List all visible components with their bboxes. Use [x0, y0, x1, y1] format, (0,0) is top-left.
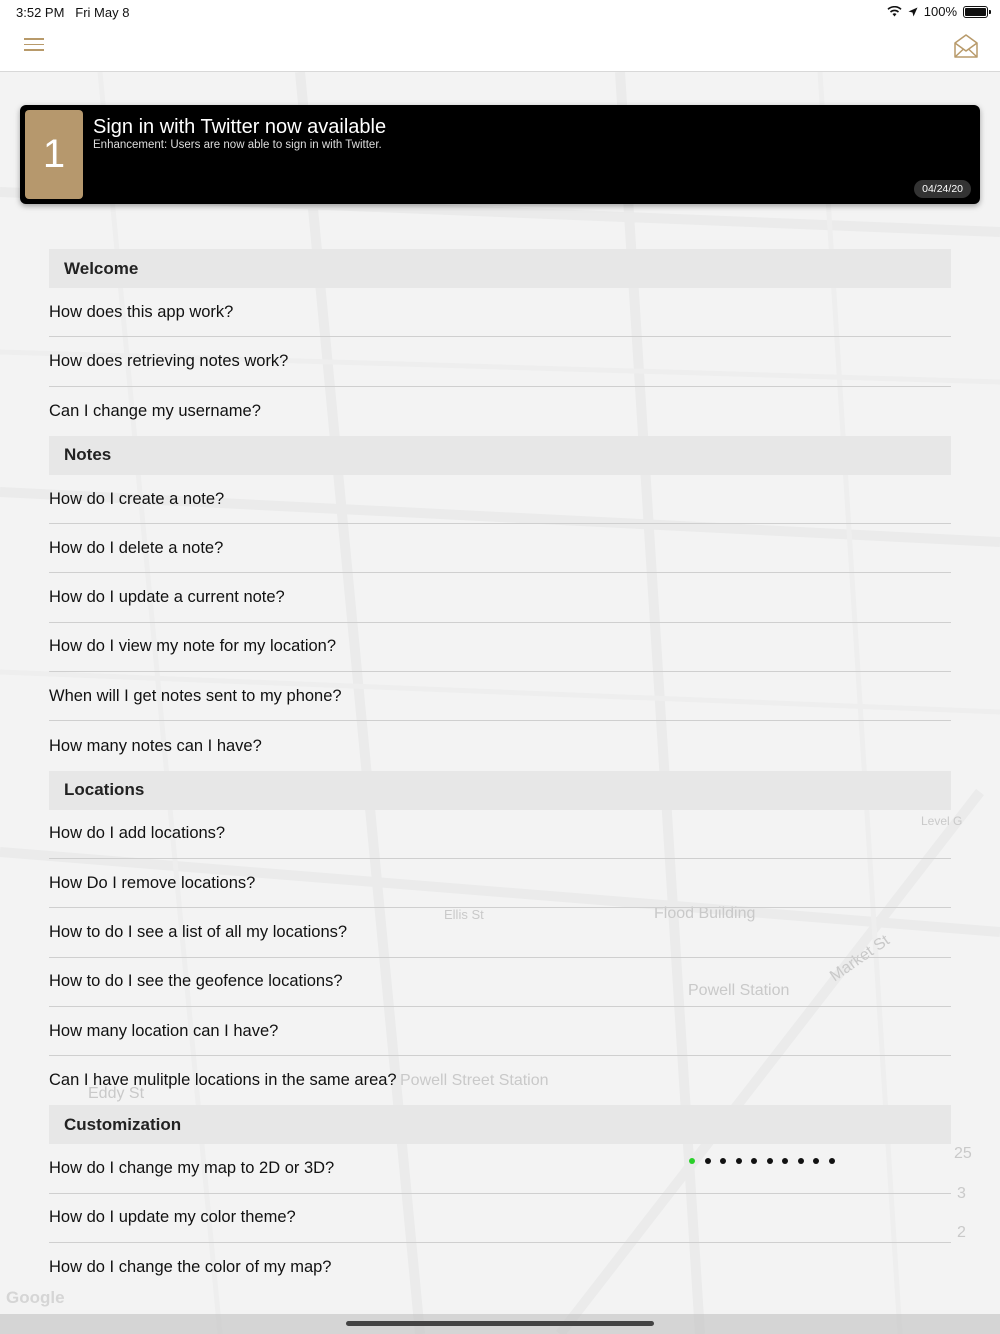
faq-item[interactable]: How do I add locations?: [49, 810, 951, 859]
faq-item[interactable]: How do I view my note for my location?: [49, 623, 951, 672]
page-dot[interactable]: [705, 1158, 711, 1164]
faq-item[interactable]: How do I delete a note?: [49, 524, 951, 573]
faq-item[interactable]: How do I change the color of my map?: [49, 1258, 332, 1277]
map-label: Eddy St: [88, 1085, 145, 1102]
section-header-welcome: Welcome: [49, 249, 951, 288]
announcement-banner[interactable]: [20, 105, 980, 204]
section-header-locations: Locations: [49, 771, 951, 810]
battery-icon: [963, 6, 988, 18]
battery-percent: 100%: [923, 4, 957, 19]
page-dot[interactable]: [782, 1158, 788, 1164]
map-label: Powell Station: [688, 982, 790, 999]
announcement-count-badge: 1: [25, 110, 83, 199]
page-dot-active[interactable]: [689, 1158, 695, 1164]
faq-item[interactable]: How do I create a note?: [49, 475, 951, 524]
status-indicators: [887, 4, 988, 19]
location-arrow-icon: [908, 7, 918, 17]
map-label: 3: [957, 1185, 966, 1202]
envelope-icon[interactable]: [952, 32, 980, 60]
faq-item[interactable]: How does this app work?: [49, 288, 951, 337]
home-indicator[interactable]: [346, 1321, 654, 1326]
announcement-title: Sign in with Twitter now available: [93, 116, 387, 138]
map-label: 2: [957, 1224, 966, 1241]
google-attribution-logo: Google: [6, 1288, 65, 1307]
faq-item[interactable]: How do I update a current note?: [49, 573, 951, 622]
page-dot[interactable]: [736, 1158, 742, 1164]
page-dot[interactable]: [751, 1158, 757, 1164]
faq-item[interactable]: How many location can I have?: [49, 1007, 951, 1056]
page-dot[interactable]: [813, 1158, 819, 1164]
faq-item[interactable]: Can I change my username?: [49, 401, 261, 420]
navigation-bar: [0, 24, 1000, 72]
clock-text: 3:52 PM: [16, 5, 65, 20]
status-time: [16, 5, 129, 20]
faq-item[interactable]: How does retrieving notes work?: [49, 337, 951, 386]
status-bar: [0, 0, 1000, 24]
hamburger-icon[interactable]: [24, 38, 44, 58]
announcement-date-badge: 04/24/20: [914, 180, 971, 198]
page-dot[interactable]: [767, 1158, 773, 1164]
faq-item[interactable]: How do I change my map to 2D or 3D?: [49, 1144, 951, 1193]
date-text: Fri May 8: [75, 5, 130, 20]
section-header-notes: Notes: [49, 436, 951, 475]
map-label: Level G: [921, 814, 963, 828]
announcement-subtitle: Enhancement: Users are now able to sign in with Twitter.: [93, 139, 382, 151]
map-label: Flood Building: [654, 905, 756, 922]
wifi-icon: [887, 6, 902, 17]
page-indicator: [689, 1158, 835, 1164]
faq-item[interactable]: How to do I see a list of all my locations?: [49, 908, 951, 957]
page-dot[interactable]: [829, 1158, 835, 1164]
faq-list: [49, 249, 951, 1292]
map-label: Market St: [827, 931, 893, 986]
map-label: Powell Street Station: [400, 1072, 549, 1089]
faq-item[interactable]: How do I update my color theme?: [49, 1194, 951, 1243]
faq-item[interactable]: Can I have mulitple locations in the same area?: [49, 1071, 397, 1090]
faq-item[interactable]: When will I get notes sent to my phone?: [49, 672, 951, 721]
map-label: 25: [954, 1145, 972, 1162]
section-header-customization: Customization: [49, 1105, 951, 1144]
map-label: Ellis St: [444, 907, 484, 922]
faq-item[interactable]: How to do I see the geofence locations?: [49, 958, 951, 1007]
faq-item[interactable]: How many notes can I have?: [49, 736, 262, 755]
page-dot[interactable]: [720, 1158, 726, 1164]
faq-item[interactable]: How Do I remove locations?: [49, 859, 951, 908]
page-dot[interactable]: [798, 1158, 804, 1164]
